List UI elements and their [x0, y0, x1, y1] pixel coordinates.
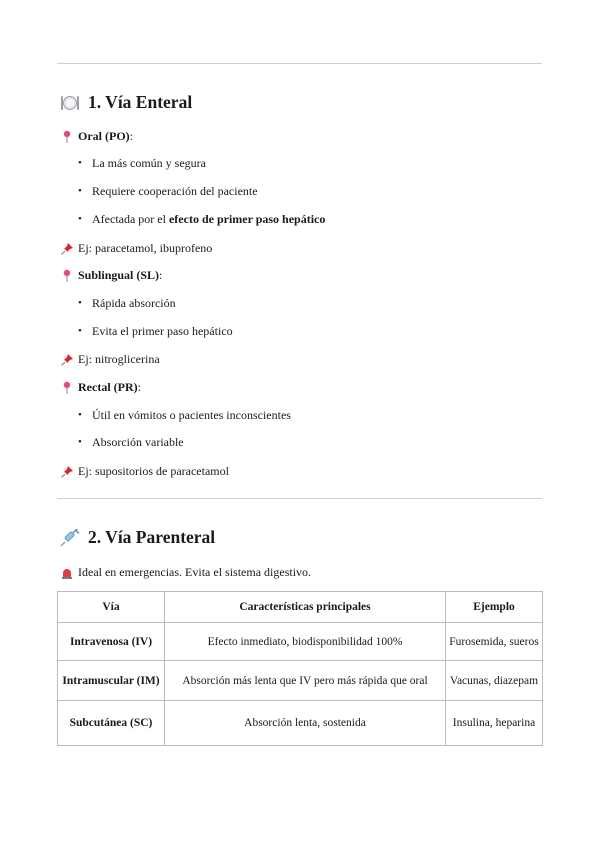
divider — [57, 498, 542, 499]
pushpin-icon — [60, 242, 74, 256]
pushpin-icon — [60, 465, 74, 479]
section-heading-enteral — [60, 92, 192, 113]
bullet-dot: • — [78, 325, 82, 337]
example-cell: Vacunas, diazepam — [446, 661, 543, 701]
colon: : — [137, 380, 141, 394]
siren-icon — [60, 566, 74, 580]
bullet-dot: • — [78, 297, 82, 309]
header-characteristics: Características principales — [165, 592, 446, 623]
routes-table — [57, 591, 543, 746]
list-item-text: La más común y segura — [92, 156, 206, 170]
example-oral — [60, 241, 212, 256]
section-title: 2. Vía Parenteral — [88, 527, 216, 547]
list-item — [92, 184, 258, 199]
list-item — [92, 435, 184, 450]
table-header-row — [58, 592, 543, 623]
pin-icon — [60, 269, 74, 283]
example-text: Ej: nitroglicerina — [78, 352, 160, 366]
bullet-dot: • — [78, 185, 82, 197]
example-cell: Insulina, heparina — [446, 701, 543, 746]
pin-icon — [60, 381, 74, 395]
characteristics-cell: Absorción lenta, sostenida — [165, 701, 446, 746]
list-item-bold: efecto de primer paso hepático — [168, 212, 326, 226]
list-item-text: Evita el primer paso hepático — [92, 324, 233, 338]
route-cell: Subcutánea (SC) — [58, 701, 165, 746]
example-sublingual — [60, 352, 160, 367]
colon: : — [159, 268, 163, 282]
route-name: Sublingual (SL) — [78, 268, 160, 282]
pushpin-icon — [60, 353, 74, 367]
plate-icon — [60, 94, 80, 112]
list-item-text: Rápida absorción — [92, 296, 176, 310]
list-item — [92, 324, 233, 339]
route-sublingual — [60, 268, 162, 283]
route-rectal — [60, 380, 141, 395]
table-row — [58, 623, 543, 661]
header-via: Vía — [58, 592, 165, 623]
example-text: Ej: supositorios de paracetamol — [78, 464, 229, 478]
route-name: Rectal (PR) — [78, 380, 138, 394]
list-item-text: Absorción variable — [92, 435, 184, 449]
bullet-dot: • — [78, 213, 82, 225]
list-item — [92, 212, 325, 227]
route-cell: Intravenosa (IV) — [58, 623, 165, 661]
pin-icon — [60, 130, 74, 144]
route-name: Oral (PO) — [78, 129, 130, 143]
divider — [57, 63, 542, 64]
parenteral-note — [60, 565, 311, 580]
example-rectal — [60, 464, 229, 479]
section-title: 1. Vía Enteral — [88, 92, 193, 112]
characteristics-cell: Efecto inmediato, biodisponibilidad 100% — [165, 623, 446, 661]
note-text: Ideal en emergencias. Evita el sistema digestivo. — [78, 565, 312, 579]
header-example: Ejemplo — [446, 592, 543, 623]
characteristics-cell: Absorción más lenta que IV pero más rápida que oral — [165, 661, 446, 701]
list-item — [92, 408, 291, 423]
list-item-text: Requiere cooperación del paciente — [92, 184, 258, 198]
colon: : — [129, 129, 133, 143]
bullet-dot: • — [78, 157, 82, 169]
syringe-icon — [60, 529, 80, 547]
list-item — [92, 156, 206, 171]
bullet-dot: • — [78, 436, 82, 448]
table-row — [58, 701, 543, 746]
list-item-text: Útil en vómitos o pacientes inconscientes — [92, 408, 291, 422]
bullet-dot: • — [78, 409, 82, 421]
example-cell: Furosemida, sueros — [446, 623, 543, 661]
list-item-text: Afectada por el — [92, 212, 169, 226]
section-heading-parenteral — [60, 527, 215, 548]
route-oral — [60, 129, 133, 144]
list-item — [92, 296, 176, 311]
example-text: Ej: paracetamol, ibuprofeno — [78, 241, 213, 255]
table-row — [58, 661, 543, 701]
route-cell: Intramuscular (IM) — [58, 661, 165, 701]
